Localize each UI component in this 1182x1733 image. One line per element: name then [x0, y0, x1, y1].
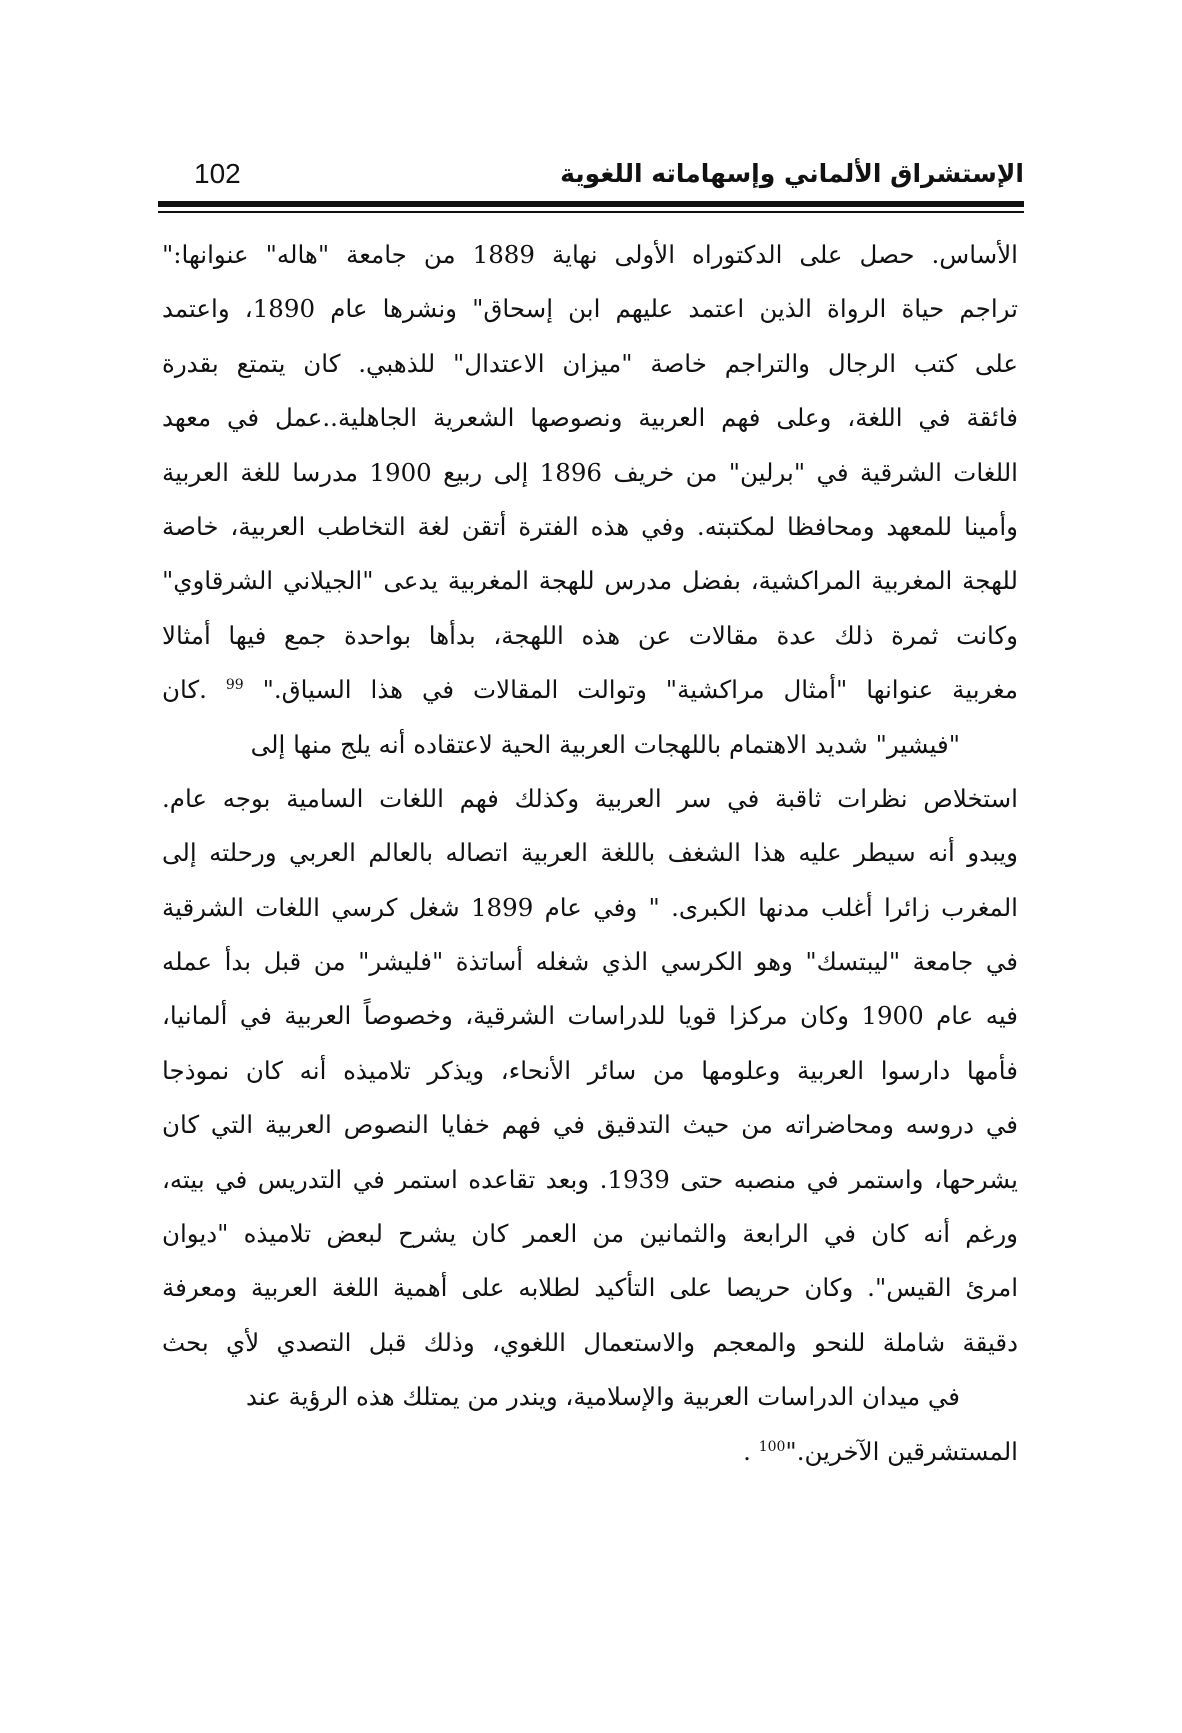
line-tail: . [743, 1436, 751, 1466]
text-line: دقيقة شاملة للنحو والمعجم والاستعمال اللغوي، وذلك قبل التصدي لأي بحث [162, 1327, 1018, 1357]
text-line: يشرحها، واستمر في منصبه حتى 1939. وبعد تقاعده استمر في التدريس في بيته، [162, 1164, 1018, 1194]
text-line-footnote-100 [162, 1425, 1018, 1479]
text-line: فأمها دارسوا العربية وعلومها من سائر الأنحاء، ويذكر تلاميذه أنه كان نموذجا [162, 1055, 1018, 1085]
running-header [158, 150, 1024, 200]
book-title: الإستشراق الألماني وإسهاماته اللغوية [560, 159, 1024, 188]
header-rule-thick [158, 201, 1024, 207]
text-line: ورغم أنه كان في الرابعة والثمانين من العمر كان يشرح لبعض تلاميذه "ديوان [162, 1219, 1018, 1249]
line-text: المستشرقين الآخرين." [785, 1436, 1018, 1466]
text-line: وكانت ثمرة ذلك عدة مقالات عن هذه اللهجة، بدأها بواحدة جمع فيها أمثالا [162, 620, 1018, 650]
header-rule-thin [158, 211, 1024, 213]
text-line: الأساس. حصل على الدكتوراه الأولى نهاية 1889 من جامعة "هاله" عنوانها:" [162, 240, 1018, 269]
text-line: استخلاص نظرات ثاقبة في سر العربية وكذلك فهم اللغات السامية بوجه عام. [162, 783, 1018, 813]
text-line: "فيشير" شديد الاهتمام باللهجات العربية الحية لاعتقاده أنه يلج منها إلى [250, 729, 960, 759]
text-line: المغرب زائرا أغلب مدنها الكبرى. " وفي عام 1899 شغل كرسي اللغات الشرقية [162, 892, 1018, 922]
body-text [162, 228, 1018, 1479]
text-line: فائقة في اللغة، وعلى فهم العربية ونصوصها الشعرية الجاهلية..عمل في معهد [162, 403, 1019, 433]
page-number: 102 [194, 158, 241, 189]
text-line: اللغات الشرقية في "برلين" من خريف 1896 إلى ربيع 1900 مدرسا للغة العربية [162, 457, 1018, 487]
text-line: وأمينا للمعهد ومحافظا لمكتبته. وفي هذه الفترة أتقن لغة التخاطب العربية، خاصة [162, 511, 1018, 541]
text-line: في ميدان الدراسات العربية والإسلامية، ويندر من يمتلك هذه الرؤية عند [246, 1382, 960, 1412]
text-line: في جامعة "ليبتسك" وهو الكرسي الذي شغله أساتذة "فليشر" من قبل بدأ عمله [162, 947, 1018, 977]
text-line: للهجة المغربية المراكشية، بفضل مدرس للهجة المغربية يدعى "الجيلاني الشرقاوي" [162, 566, 1018, 596]
text-line: على كتب الرجال والتراجم خاصة "ميزان الاعتدال" للذهبي. كان يتمتع بقدرة [162, 348, 1018, 378]
text-line: ويبدو أنه سيطر عليه هذا الشغف باللغة العربية اتصاله بالعالم العربي ورحلته إلى [162, 838, 1018, 868]
text-line-footnote-99 [162, 663, 1018, 717]
line-text: مغربية عنوانها "أمثال مراكشية" وتوالت المقالات في هذا السياق." [262, 675, 1018, 705]
text-line: في دروسه ومحاضراته من حيث التدقيق في فهم خفايا النصوص العربية التي كان [162, 1110, 1018, 1140]
footnote-marker-99: 99 [225, 676, 244, 693]
text-line: تراجم حياة الرواة الذين اعتمد عليهم ابن إسحاق" ونشرها عام 1890، واعتمد [162, 294, 1019, 324]
text-line: فيه عام 1900 وكان مركزا قويا للدراسات الشرقية، وخصوصاً العربية في ألمانيا، [162, 1001, 1018, 1031]
text-line: امرئ القيس". وكان حريصا على التأكيد لطلابه على أهمية اللغة العربية ومعرفة [162, 1273, 1018, 1303]
line-tail: .كان [162, 675, 207, 705]
footnote-marker-100: 100 [758, 1438, 786, 1455]
